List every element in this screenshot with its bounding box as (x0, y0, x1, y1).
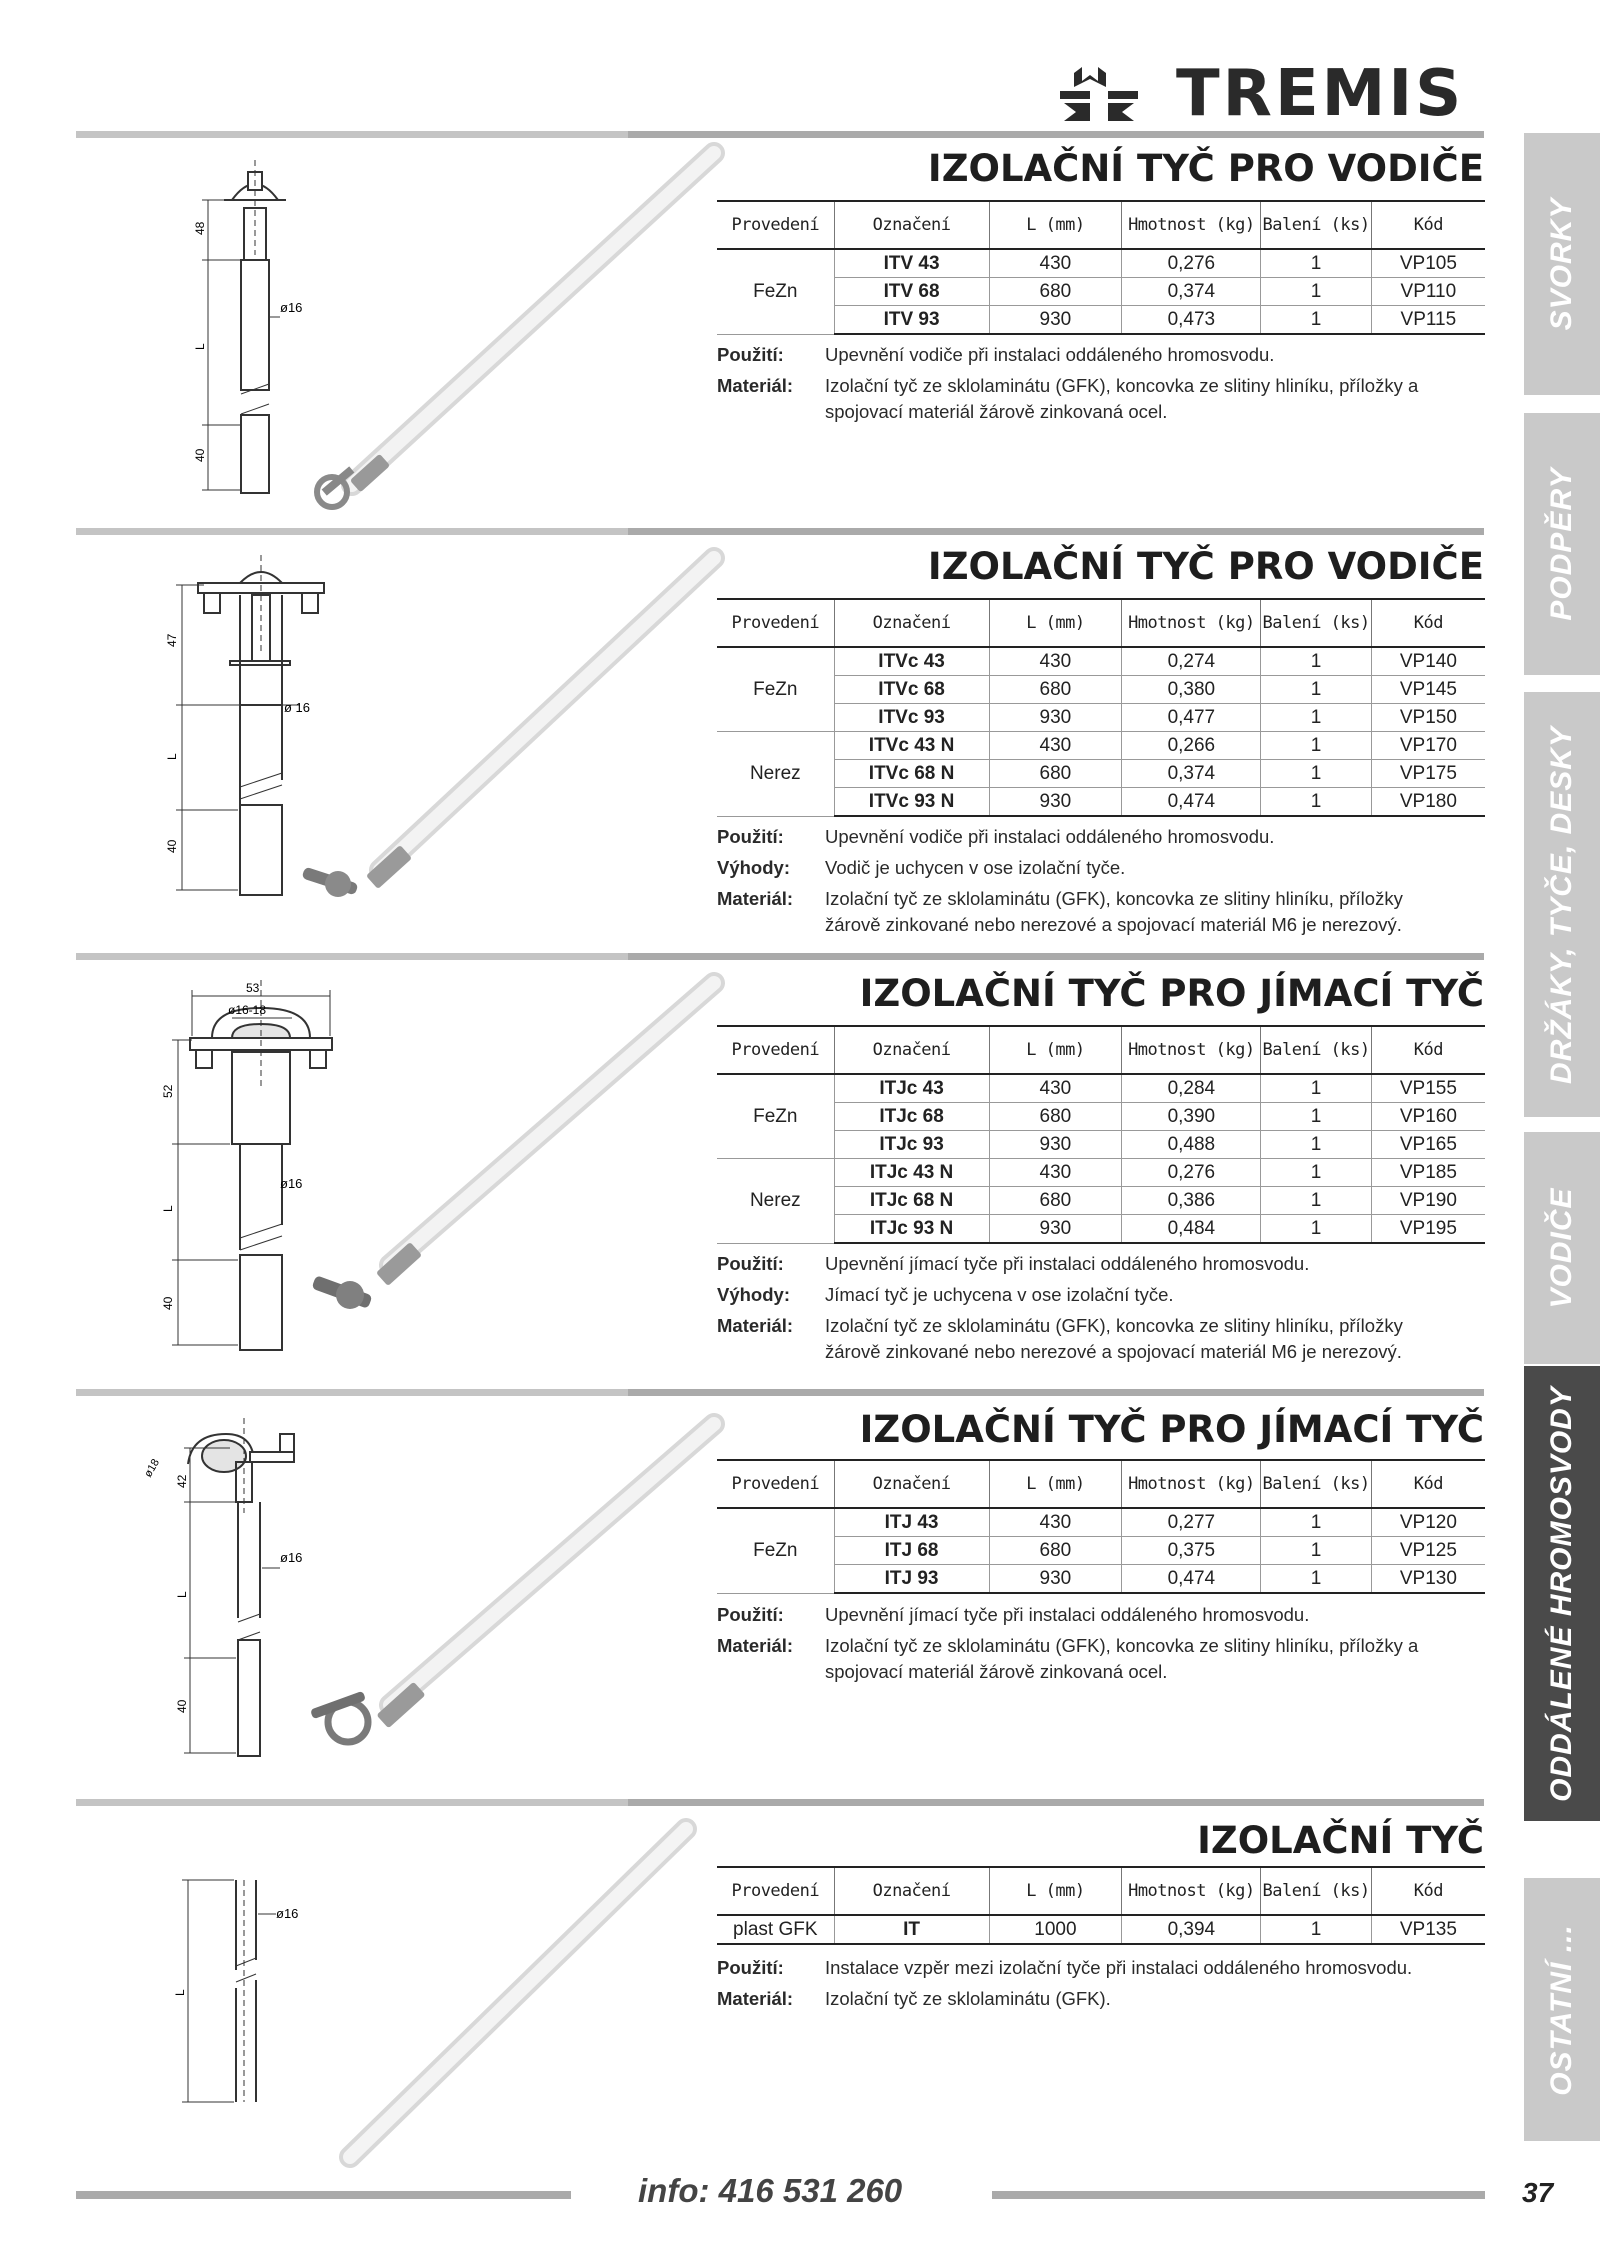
product-photo (320, 1815, 730, 2190)
code-cell: VP155 (1371, 1074, 1485, 1103)
advantages-label: Výhody: (717, 1284, 790, 1305)
weight-cell: 0,390 (1122, 1103, 1261, 1131)
dim-length-label: L (175, 1591, 189, 1598)
code-cell: VP195 (1371, 1215, 1485, 1244)
pack-cell: 1 (1261, 788, 1371, 817)
code-cell: VP125 (1371, 1537, 1485, 1565)
use-label: Použití: (717, 344, 784, 365)
advantages-text: Jímací tyč je uchycena v ose izolační tyče. (825, 1284, 1174, 1305)
use-text: Upevnění vodiče při instalaci oddáleného hromosvodu. (825, 826, 1275, 847)
length-cell: 930 (989, 306, 1122, 335)
dim-clamp-label: ø18 (142, 1457, 163, 1480)
table-row (717, 1159, 1485, 1187)
footer-contact: info: 416 531 260 (638, 2172, 903, 2209)
code-cell: VP110 (1371, 278, 1485, 306)
table-row (717, 249, 1485, 278)
use-text: Upevnění vodiče při instalaci oddáleného hromosvodu. (825, 344, 1275, 365)
oznaceni-cell: ITJc 93 (834, 1131, 989, 1159)
weight-cell: 0,274 (1122, 647, 1261, 676)
length-cell: 680 (989, 1537, 1122, 1565)
oznaceni-cell: ITVc 43 (834, 647, 989, 676)
section-divider (76, 1799, 1484, 1806)
section-divider (76, 953, 1484, 960)
dim-length-label: L (165, 753, 179, 760)
oznaceni-cell: ITVc 93 (834, 704, 989, 732)
col-header-oznaceni: Označení (834, 1026, 989, 1074)
advantages-label: Výhody: (717, 857, 790, 878)
length-cell: 930 (989, 1215, 1122, 1244)
brand-name: TREMIS (1176, 57, 1465, 131)
length-cell: 680 (989, 1103, 1122, 1131)
provedeni-cell: Nerez (717, 1159, 834, 1244)
weight-cell: 0,284 (1122, 1074, 1261, 1103)
oznaceni-cell: ITVc 43 N (834, 732, 989, 760)
length-cell: 930 (989, 704, 1122, 732)
provedeni-cell: FeZn (717, 647, 834, 732)
dim-width-label: 53 (246, 981, 260, 995)
dim-diameter-label: ø16 (276, 1906, 299, 1921)
code-cell: VP180 (1371, 788, 1485, 817)
pack-cell: 1 (1261, 1537, 1371, 1565)
oznaceni-cell: ITJc 43 N (834, 1159, 989, 1187)
length-cell: 930 (989, 788, 1122, 817)
pack-cell: 1 (1261, 1215, 1371, 1244)
tremis-logo-icon (1060, 63, 1170, 125)
pack-cell: 1 (1261, 1074, 1371, 1103)
code-cell: VP175 (1371, 760, 1485, 788)
dim-top-label: 48 (193, 221, 207, 235)
col-header-provedeni: Provedení (717, 1026, 834, 1074)
spec-table (717, 1866, 1485, 1945)
length-cell: 930 (989, 1131, 1122, 1159)
use-text: Instalace vzpěr mezi izolační tyče při instalaci oddáleného hromosvodu. (825, 1957, 1413, 1978)
code-cell: VP105 (1371, 249, 1485, 278)
provedeni-cell: FeZn (717, 1508, 834, 1593)
code-cell: VP135 (1371, 1915, 1485, 1944)
use-note (717, 824, 1497, 850)
material-note (717, 886, 1497, 938)
side-tab-svorky[interactable] (1524, 133, 1600, 395)
use-label: Použití: (717, 1957, 784, 1978)
provedeni-cell: FeZn (717, 1074, 834, 1159)
weight-cell: 0,477 (1122, 704, 1261, 732)
side-tab-vodice[interactable] (1524, 1132, 1600, 1364)
oznaceni-cell: ITJ 43 (834, 1508, 989, 1537)
dim-top-label: 52 (161, 1084, 175, 1098)
section-title: IZOLAČNÍ TYČ PRO VODIČE (927, 147, 1484, 190)
pack-cell: 1 (1261, 647, 1371, 676)
col-header-pack: Balení (ks) (1261, 599, 1371, 647)
table-header-row (717, 1460, 1485, 1508)
length-cell: 1000 (989, 1915, 1122, 1944)
dim-bottom-label: 40 (175, 1699, 189, 1713)
length-cell: 430 (989, 249, 1122, 278)
footer-divider (992, 2191, 1485, 2199)
side-tab-podpery[interactable] (1524, 413, 1600, 675)
col-header-oznaceni: Označení (834, 1460, 989, 1508)
material-label: Materiál: (717, 375, 794, 396)
section-divider (76, 1389, 1484, 1396)
table-row (717, 647, 1485, 676)
weight-cell: 0,473 (1122, 306, 1261, 335)
length-cell: 680 (989, 1187, 1122, 1215)
col-header-oznaceni: Označení (834, 599, 989, 647)
pack-cell: 1 (1261, 1159, 1371, 1187)
product-notes (717, 824, 1497, 943)
length-cell: 930 (989, 1565, 1122, 1594)
spec-table (717, 1025, 1485, 1244)
use-text: Upevnění jímací tyče při instalaci oddáleného hromosvodu. (825, 1604, 1310, 1625)
side-tab-label: SVORKY (1545, 197, 1578, 331)
code-cell: VP145 (1371, 676, 1485, 704)
product-photo (290, 1400, 730, 1785)
section-title: IZOLAČNÍ TYČ PRO JÍMACÍ TYČ (859, 972, 1484, 1015)
product-notes (717, 1602, 1497, 1690)
code-cell: VP140 (1371, 647, 1485, 676)
col-header-provedeni: Provedení (717, 1867, 834, 1915)
material-text: Izolační tyč ze sklolaminátu (GFK), koncovka ze slitiny hliníku, příložky a spojovací materiál žárově zinkovaná ocel. (825, 375, 1419, 422)
weight-cell: 0,474 (1122, 1565, 1261, 1594)
use-note (717, 1251, 1497, 1277)
col-header-code: Kód (1371, 1867, 1485, 1915)
dim-length-label: L (173, 1989, 187, 1996)
col-header-weight: Hmotnost (kg) (1122, 1867, 1261, 1915)
provedeni-cell: FeZn (717, 249, 834, 334)
code-cell: VP150 (1371, 704, 1485, 732)
product-notes (717, 1955, 1497, 2017)
material-note (717, 1986, 1497, 2012)
pack-cell: 1 (1261, 278, 1371, 306)
col-header-length: L (mm) (989, 1026, 1122, 1074)
pack-cell: 1 (1261, 676, 1371, 704)
col-header-weight: Hmotnost (kg) (1122, 599, 1261, 647)
weight-cell: 0,484 (1122, 1215, 1261, 1244)
oznaceni-cell: ITJ 93 (834, 1565, 989, 1594)
code-cell: VP190 (1371, 1187, 1485, 1215)
pack-cell: 1 (1261, 1508, 1371, 1537)
weight-cell: 0,474 (1122, 788, 1261, 817)
side-tab-label: PODPĚRY (1545, 467, 1578, 621)
product-photo (290, 540, 730, 935)
section-title: IZOLAČNÍ TYČ (1197, 1819, 1484, 1862)
table-row (717, 1508, 1485, 1537)
weight-cell: 0,375 (1122, 1537, 1261, 1565)
spec-table (717, 200, 1485, 335)
code-cell: VP130 (1371, 1565, 1485, 1594)
dim-diameter-label: ø 16 (284, 700, 311, 715)
weight-cell: 0,380 (1122, 676, 1261, 704)
provedeni-cell: Nerez (717, 732, 834, 817)
advantages-note (717, 855, 1497, 881)
dim-diameter-label: ø16 (280, 1550, 303, 1565)
col-header-code: Kód (1371, 1460, 1485, 1508)
material-text: Izolační tyč ze sklolaminátu (GFK). (825, 1988, 1111, 2009)
weight-cell: 0,276 (1122, 249, 1261, 278)
col-header-code: Kód (1371, 201, 1485, 249)
material-text: Izolační tyč ze sklolaminátu (GFK), koncovka ze slitiny hliníku, příložky žárově zinkované nebo nerezové a spojovací materiál M6 je nerezový. (825, 888, 1403, 935)
col-header-weight: Hmotnost (kg) (1122, 201, 1261, 249)
dim-diameter-label: ø16 (280, 300, 303, 315)
weight-cell: 0,394 (1122, 1915, 1261, 1944)
dim-bottom-label: 40 (161, 1296, 175, 1310)
pack-cell: 1 (1261, 249, 1371, 278)
use-note (717, 1602, 1497, 1628)
footer-divider (76, 2191, 571, 2199)
side-tab-label: VODIČE (1545, 1187, 1578, 1309)
provedeni-cell: plast GFK (717, 1915, 834, 1944)
use-label: Použití: (717, 1604, 784, 1625)
col-header-length: L (mm) (989, 201, 1122, 249)
product-notes (717, 1251, 1497, 1370)
use-text: Upevnění jímací tyče při instalaci oddáleného hromosvodu. (825, 1253, 1310, 1274)
code-cell: VP165 (1371, 1131, 1485, 1159)
material-text: Izolační tyč ze sklolaminátu (GFK), koncovka ze slitiny hliníku, příložky a spojovací materiál žárově zinkovaná ocel. (825, 1635, 1419, 1682)
spec-table (717, 598, 1485, 817)
code-cell: VP115 (1371, 306, 1485, 335)
side-tab-label: ODDÁLENÉ HROMOSVODY (1545, 1385, 1578, 1802)
spec-table (717, 1459, 1485, 1594)
length-cell: 430 (989, 647, 1122, 676)
col-header-oznaceni: Označení (834, 1867, 989, 1915)
material-label: Materiál: (717, 1315, 794, 1336)
material-note (717, 1313, 1497, 1365)
pack-cell: 1 (1261, 704, 1371, 732)
product-notes (717, 342, 1497, 430)
oznaceni-cell: ITVc 68 (834, 676, 989, 704)
pack-cell: 1 (1261, 1915, 1371, 1944)
material-label: Materiál: (717, 1635, 794, 1656)
dim-length-label: L (193, 343, 207, 350)
col-header-oznaceni: Označení (834, 201, 989, 249)
oznaceni-cell: ITV 68 (834, 278, 989, 306)
oznaceni-cell: IT (834, 1915, 989, 1944)
use-label: Použití: (717, 1253, 784, 1274)
page-number: 37 (1522, 2177, 1554, 2208)
pack-cell: 1 (1261, 1565, 1371, 1594)
pack-cell: 1 (1261, 760, 1371, 788)
dim-top-label: 47 (165, 633, 179, 647)
product-photo (290, 965, 730, 1370)
col-header-length: L (mm) (989, 599, 1122, 647)
length-cell: 430 (989, 732, 1122, 760)
material-text: Izolační tyč ze sklolaminátu (GFK), koncovka ze slitiny hliníku, příložky žárově zinkované nebo nerezové a spojovací materiál M6 je nerezový. (825, 1315, 1403, 1362)
weight-cell: 0,488 (1122, 1131, 1261, 1159)
oznaceni-cell: ITJc 68 N (834, 1187, 989, 1215)
weight-cell: 0,374 (1122, 760, 1261, 788)
oznaceni-cell: ITVc 68 N (834, 760, 989, 788)
oznaceni-cell: ITJc 43 (834, 1074, 989, 1103)
product-photo (290, 135, 730, 520)
material-note (717, 373, 1497, 425)
weight-cell: 0,266 (1122, 732, 1261, 760)
material-note (717, 1633, 1497, 1685)
section-title: IZOLAČNÍ TYČ PRO JÍMACÍ TYČ (859, 1408, 1484, 1451)
advantages-note (717, 1282, 1497, 1308)
table-row (717, 732, 1485, 760)
col-header-provedeni: Provedení (717, 1460, 834, 1508)
brand-logo (1060, 58, 1492, 130)
oznaceni-cell: ITV 43 (834, 249, 989, 278)
weight-cell: 0,276 (1122, 1159, 1261, 1187)
side-tab-ostatni[interactable] (1524, 1878, 1600, 2141)
length-cell: 680 (989, 676, 1122, 704)
col-header-length: L (mm) (989, 1460, 1122, 1508)
col-header-provedeni: Provedení (717, 599, 834, 647)
weight-cell: 0,277 (1122, 1508, 1261, 1537)
pack-cell: 1 (1261, 306, 1371, 335)
section-divider (76, 528, 1484, 535)
length-cell: 680 (989, 278, 1122, 306)
oznaceni-cell: ITJc 68 (834, 1103, 989, 1131)
table-row (717, 1074, 1485, 1103)
dim-clamp-label: ø16-18 (228, 1003, 267, 1017)
material-label: Materiál: (717, 1988, 794, 2009)
section-title: IZOLAČNÍ TYČ PRO VODIČE (927, 545, 1484, 588)
col-header-pack: Balení (ks) (1261, 201, 1371, 249)
dim-top-label: 42 (175, 1474, 189, 1488)
side-tab-drzaky[interactable] (1524, 692, 1600, 1117)
col-header-weight: Hmotnost (kg) (1122, 1460, 1261, 1508)
length-cell: 680 (989, 760, 1122, 788)
table-header-row (717, 201, 1485, 249)
side-tab-oddalene-hromosvody[interactable] (1524, 1366, 1600, 1821)
col-header-pack: Balení (ks) (1261, 1460, 1371, 1508)
col-header-weight: Hmotnost (kg) (1122, 1026, 1261, 1074)
section-divider (76, 131, 1484, 138)
use-label: Použití: (717, 826, 784, 847)
col-header-pack: Balení (ks) (1261, 1026, 1371, 1074)
table-row (717, 1915, 1485, 1944)
col-header-code: Kód (1371, 1026, 1485, 1074)
pack-cell: 1 (1261, 732, 1371, 760)
oznaceni-cell: ITV 93 (834, 306, 989, 335)
code-cell: VP185 (1371, 1159, 1485, 1187)
pack-cell: 1 (1261, 1131, 1371, 1159)
material-label: Materiál: (717, 888, 794, 909)
code-cell: VP160 (1371, 1103, 1485, 1131)
length-cell: 430 (989, 1508, 1122, 1537)
dim-diameter-label: ø16 (280, 1176, 303, 1191)
use-note (717, 1955, 1497, 1981)
pack-cell: 1 (1261, 1187, 1371, 1215)
dim-bottom-label: 40 (165, 839, 179, 853)
oznaceni-cell: ITJc 93 N (834, 1215, 989, 1244)
col-header-length: L (mm) (989, 1867, 1122, 1915)
table-header-row (717, 1026, 1485, 1074)
dim-length-label: L (161, 1205, 175, 1212)
weight-cell: 0,386 (1122, 1187, 1261, 1215)
side-tab-label: DRŽÁKY, TYČE, DESKY (1545, 725, 1578, 1084)
code-cell: VP120 (1371, 1508, 1485, 1537)
advantages-text: Vodič je uchycen v ose izolační tyče. (825, 857, 1126, 878)
col-header-code: Kód (1371, 599, 1485, 647)
dim-bottom-label: 40 (193, 448, 207, 462)
col-header-provedeni: Provedení (717, 201, 834, 249)
length-cell: 430 (989, 1074, 1122, 1103)
weight-cell: 0,374 (1122, 278, 1261, 306)
table-header-row (717, 599, 1485, 647)
length-cell: 430 (989, 1159, 1122, 1187)
oznaceni-cell: ITVc 93 N (834, 788, 989, 817)
use-note (717, 342, 1497, 368)
side-tab-label: OSTATNÍ ... (1545, 1923, 1578, 2096)
oznaceni-cell: ITJ 68 (834, 1537, 989, 1565)
pack-cell: 1 (1261, 1103, 1371, 1131)
table-header-row (717, 1867, 1485, 1915)
code-cell: VP170 (1371, 732, 1485, 760)
col-header-pack: Balení (ks) (1261, 1867, 1371, 1915)
